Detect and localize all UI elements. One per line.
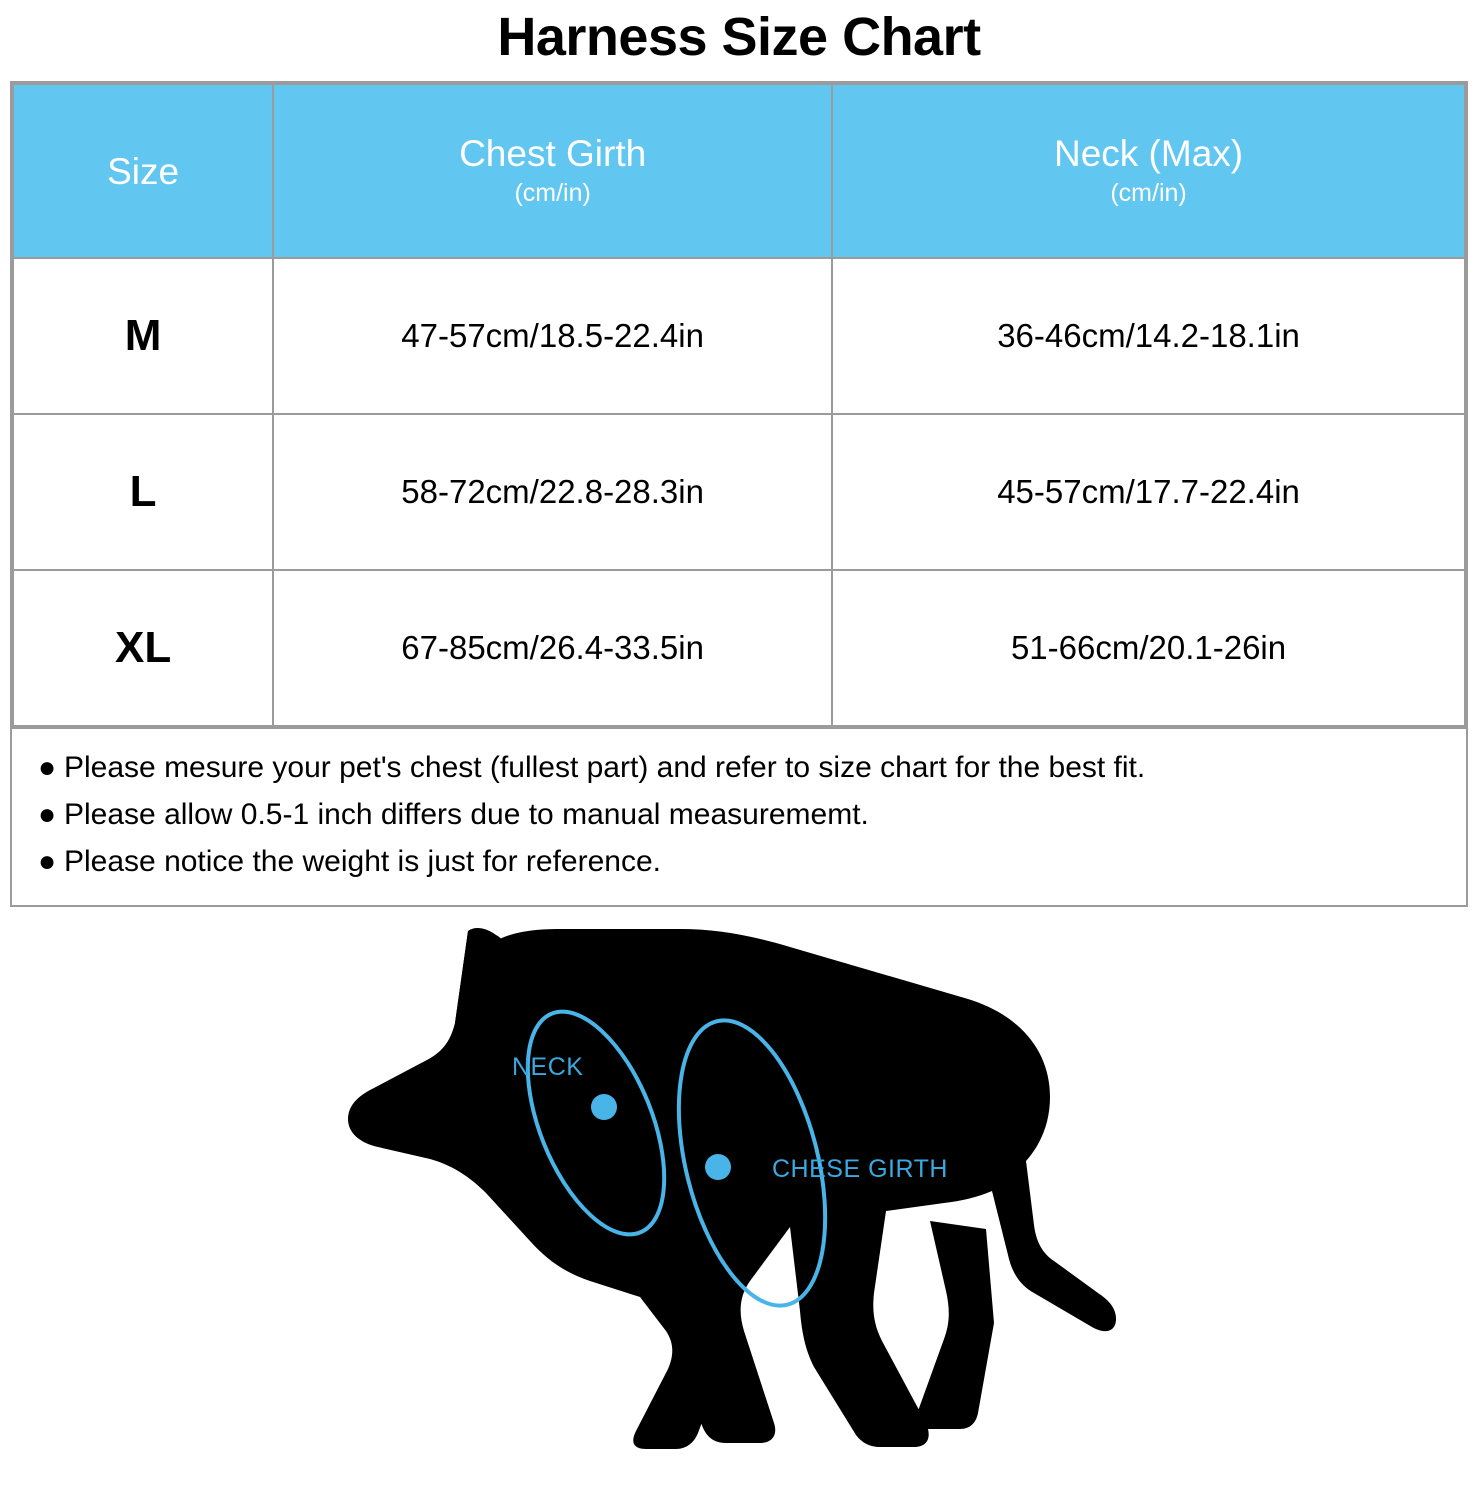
- column-header-neck-max-label: Neck (Max): [1053, 133, 1244, 175]
- column-header-size-label: Size: [107, 150, 180, 192]
- table-row: [13, 414, 1465, 570]
- cell-size: XL: [13, 570, 273, 726]
- size-chart-table-wrapper: [10, 81, 1468, 729]
- chest-girth-label: CHESE GIRTH: [772, 1155, 948, 1184]
- neck-point-marker: [591, 1094, 617, 1120]
- cell-neck-max: 51-66cm/20.1-26in: [832, 570, 1465, 726]
- cell-chest-girth: 67-85cm/26.4-33.5in: [273, 570, 832, 726]
- column-header-neck-max-unit: (cm/in): [1110, 178, 1187, 207]
- cell-neck-max: 45-57cm/17.7-22.4in: [832, 414, 1465, 570]
- column-header-chest-girth-unit: (cm/in): [514, 178, 591, 207]
- table-row: [13, 570, 1465, 726]
- note-item: [38, 794, 1440, 837]
- note-text: Please notice the weight is just for reference.: [64, 844, 661, 878]
- table-body: [13, 258, 1465, 726]
- note-item: [38, 747, 1440, 790]
- bullet-icon: ●: [38, 751, 57, 785]
- chest-point-marker: [705, 1154, 731, 1180]
- column-header-size: [13, 84, 273, 258]
- cell-chest-girth: 47-57cm/18.5-22.4in: [273, 258, 832, 414]
- note-item: [38, 841, 1440, 884]
- dog-silhouette-icon: [348, 928, 1116, 1449]
- size-chart-table: [12, 83, 1466, 727]
- note-text: Please allow 0.5-1 inch differs due to manual measurememt.: [64, 797, 869, 831]
- column-header-neck-max: [832, 84, 1465, 258]
- note-text: Please mesure your pet's chest (fullest part) and refer to size chart for the best fit.: [64, 751, 1146, 785]
- notes-section: [10, 729, 1468, 907]
- neck-label: NECK: [512, 1053, 584, 1082]
- table-header: [13, 84, 1465, 258]
- bullet-icon: ●: [38, 797, 57, 831]
- column-header-chest-girth-label: Chest Girth: [459, 133, 647, 175]
- page-title: Harness Size Chart: [497, 7, 981, 67]
- cell-chest-girth: 58-72cm/22.8-28.3in: [273, 414, 832, 570]
- cell-neck-max: 36-46cm/14.2-18.1in: [832, 258, 1465, 414]
- cell-size: L: [13, 414, 273, 570]
- cell-size: M: [13, 258, 273, 414]
- dog-measurement-figure: [0, 911, 1478, 1451]
- dog-diagram-svg: [0, 911, 1478, 1451]
- bullet-icon: ●: [38, 844, 57, 878]
- table-header-row: [13, 84, 1465, 258]
- size-chart-page: [0, 8, 1478, 1508]
- column-header-chest-girth: [273, 84, 832, 258]
- table-row: [13, 258, 1465, 414]
